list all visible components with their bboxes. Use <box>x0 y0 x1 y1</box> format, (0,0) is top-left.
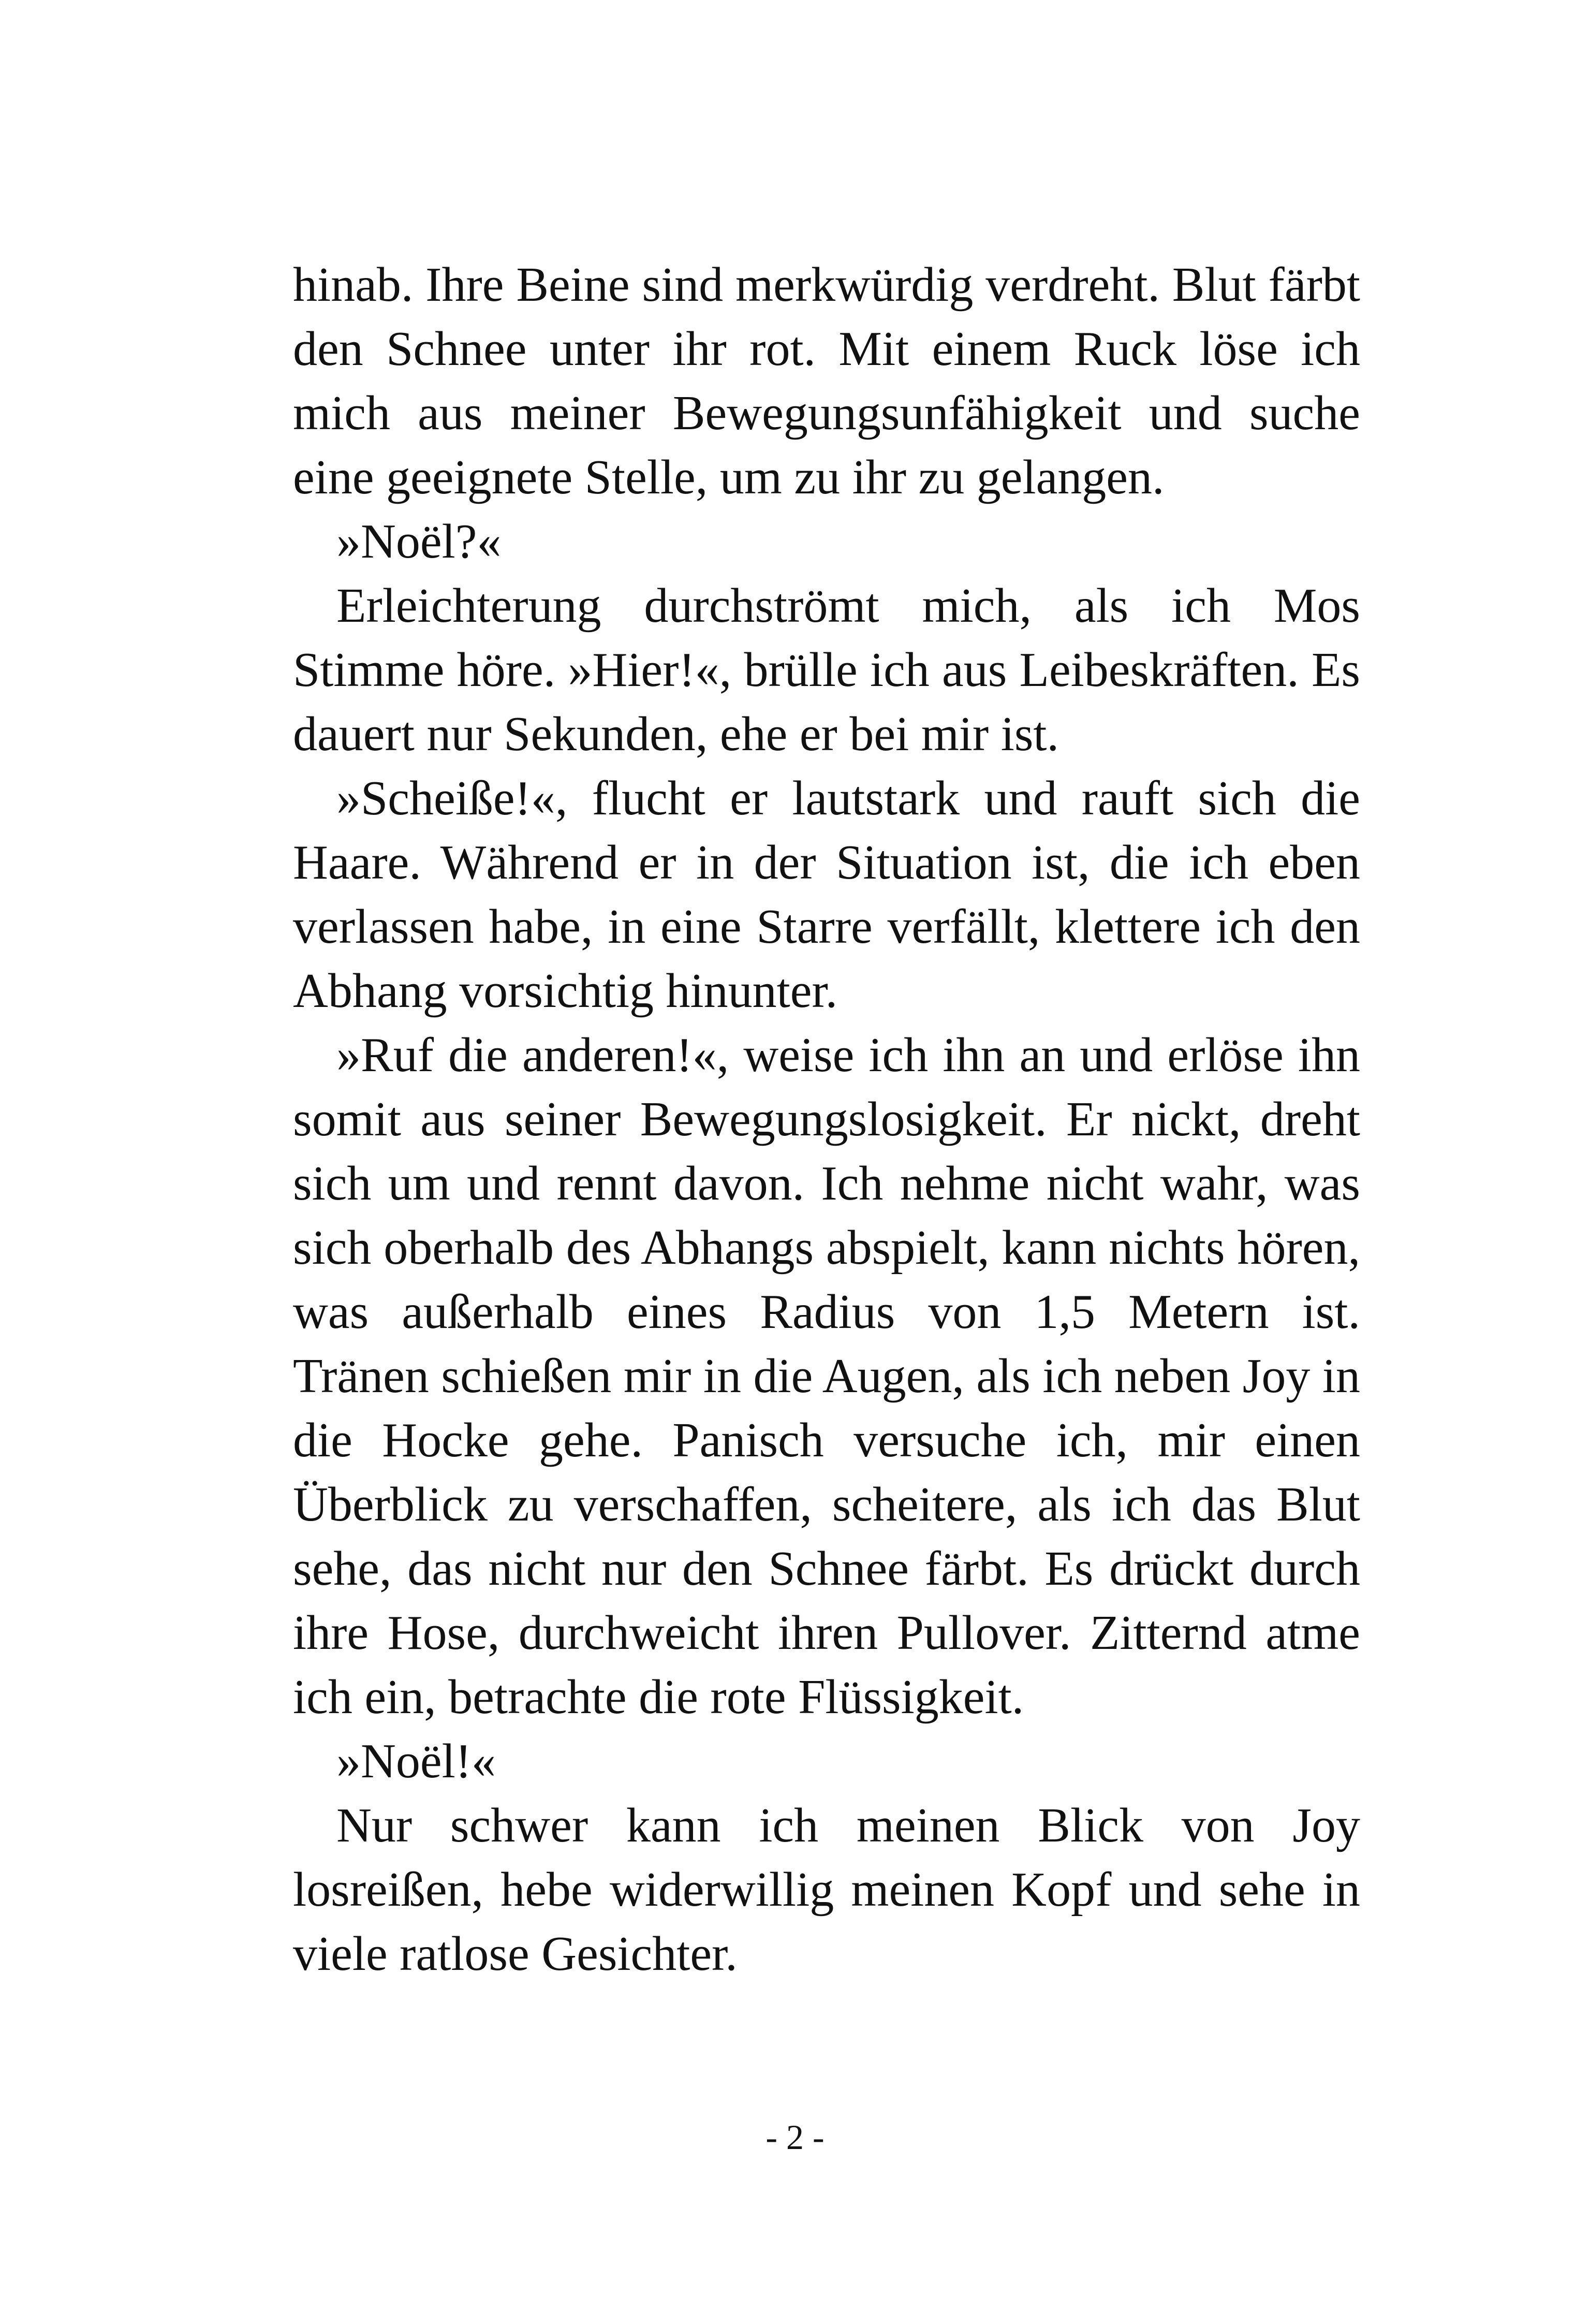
paragraph: »Noël?« <box>336 515 502 568</box>
paragraph: hinab. Ihre Beine sind merkwürdig verdreht. Blut färbt den Schnee unter ihr rot. Mit einem Ruck löse ich mich aus meiner Bewegungsunfähigkeit und suche eine geeignete Stelle, um zu ihr zu gelangen. <box>293 258 1360 504</box>
paragraph: »Scheiße!«, flucht er lautstark und rauft sich die Haare. Während er in der Situation ist, die ich eben verlassen habe, in eine Starre verfällt, klettere ich den Abhang vorsichtig hinunter. <box>293 771 1360 1018</box>
paragraph: Erleichterung durchströmt mich, als ich Mos Stimme höre. »Hier!«, brülle ich aus Leibeskräften. Es dauert nur Sekunden, ehe er bei mir ist. <box>293 579 1360 761</box>
paragraph: »Noël!« <box>336 1734 496 1788</box>
page-number: - 2 - <box>765 2117 825 2157</box>
body-text <box>293 253 1360 1986</box>
paragraph: »Ruf die anderen!«, weise ich ihn an und erlöse ihn somit aus seiner Bewegungslosigkeit. Er nickt, dreht sich um und rennt davon. Ich nehme nicht wahr, was sich oberhalb des Abhangs abspielt, kann nichts hören, was außerhalb eines Radius von 1,5 Metern ist. Tränen schießen mir in die Augen, als ich neben Joy in die Hocke gehe. Panisch versuche ich, mir einen Überblick zu verschaffen, scheitere, als ich das Blut sehe, das nicht nur den Schnee färbt. Es drückt durch ihre Hose, durchweicht ihren Pullover. Zitternd atme ich ein, betrachte die rote Flüssigkeit. <box>293 1028 1360 1724</box>
paragraph: Nur schwer kann ich meinen Blick von Joy losreißen, hebe widerwillig meinen Kopf und sehe in viele ratlose Gesichter. <box>293 1799 1360 1981</box>
